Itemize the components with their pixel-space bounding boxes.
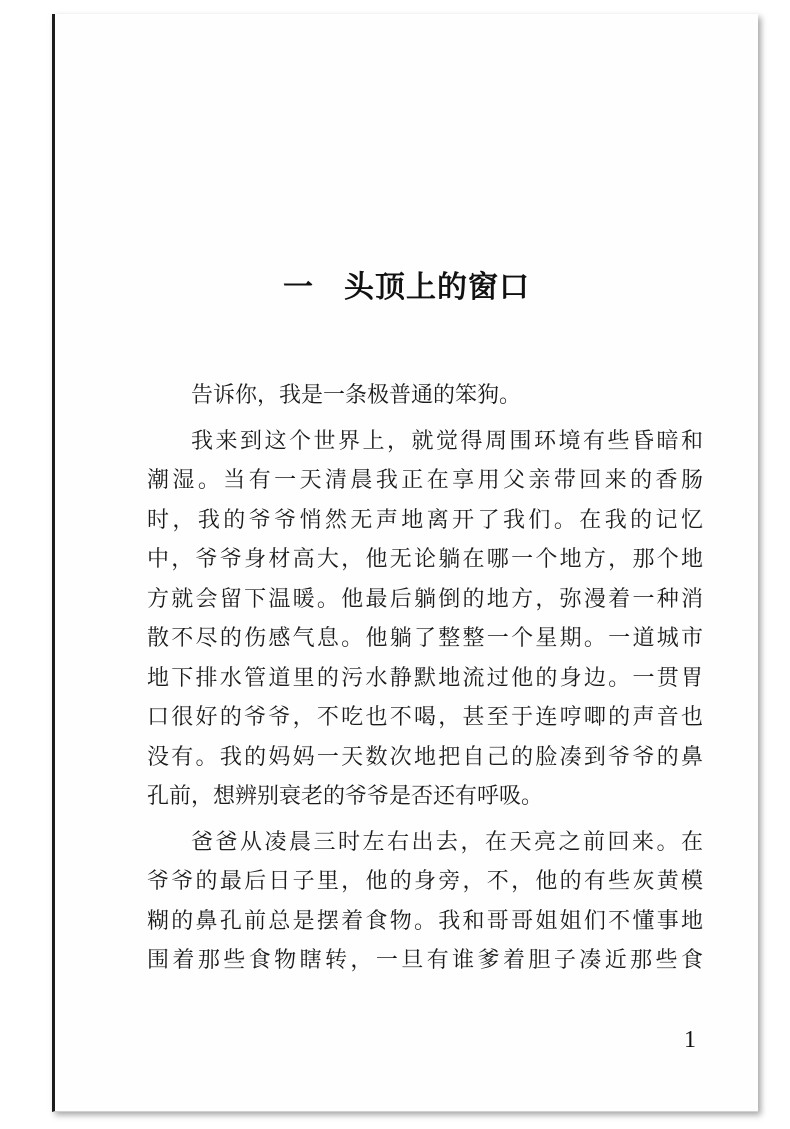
text-line: 散不尽的伤感气息。他躺了整整一个星期。一道城市 xyxy=(147,626,703,651)
page-number: 1 xyxy=(684,1027,696,1053)
chapter-title xyxy=(55,262,758,306)
text-line: 孔前，想辨别衰老的爷爷是否还有呼吸。 xyxy=(147,784,544,809)
chapter-number: 一 xyxy=(283,270,314,305)
text-line: 口很好的爷爷，不吃也不喝，甚至于连哼唧的声音也 xyxy=(147,705,703,730)
text-line: 潮湿。当有一天清晨我正在享用父亲带回来的香肠 xyxy=(147,468,703,493)
body-text xyxy=(147,376,703,981)
text-line: 糊的鼻孔前总是摆着食物。我和哥哥姐姐们不懂事地 xyxy=(147,908,703,934)
text-line: 地下排水管道里的污水静默地流过他的身边。一贯胃 xyxy=(147,665,703,691)
book-page xyxy=(52,14,758,1112)
text-line: 中，爷爷身材高大，他无论躺在哪一个地方，那个地 xyxy=(147,547,703,572)
chapter-title-text: 头顶上的窗口 xyxy=(344,270,530,305)
text-line: 围着那些食物瞎转，一旦有谁爹着胆子凑近那些食 xyxy=(147,948,703,973)
text-line: 告诉你，我是一条极普通的笨狗。 xyxy=(191,383,522,408)
text-line: 爷爷的最后日子里，他的身旁，不，他的有些灰黄模 xyxy=(147,869,703,894)
text-line: 方就会留下温暖。他最后躺倒的地方，弥漫着一种消 xyxy=(147,586,703,612)
text-line: 没有。我的妈妈一天数次地把自己的脸凑到爷爷的鼻 xyxy=(147,744,703,770)
text-line: 我来到这个世界上，就觉得周围环境有些昏暗和 xyxy=(191,428,703,454)
text-line: 时，我的爷爷悄然无声地离开了我们。在我的记忆 xyxy=(147,507,703,533)
text-line: 爸爸从凌晨三时左右出去，在天亮之前回来。在 xyxy=(191,829,703,855)
